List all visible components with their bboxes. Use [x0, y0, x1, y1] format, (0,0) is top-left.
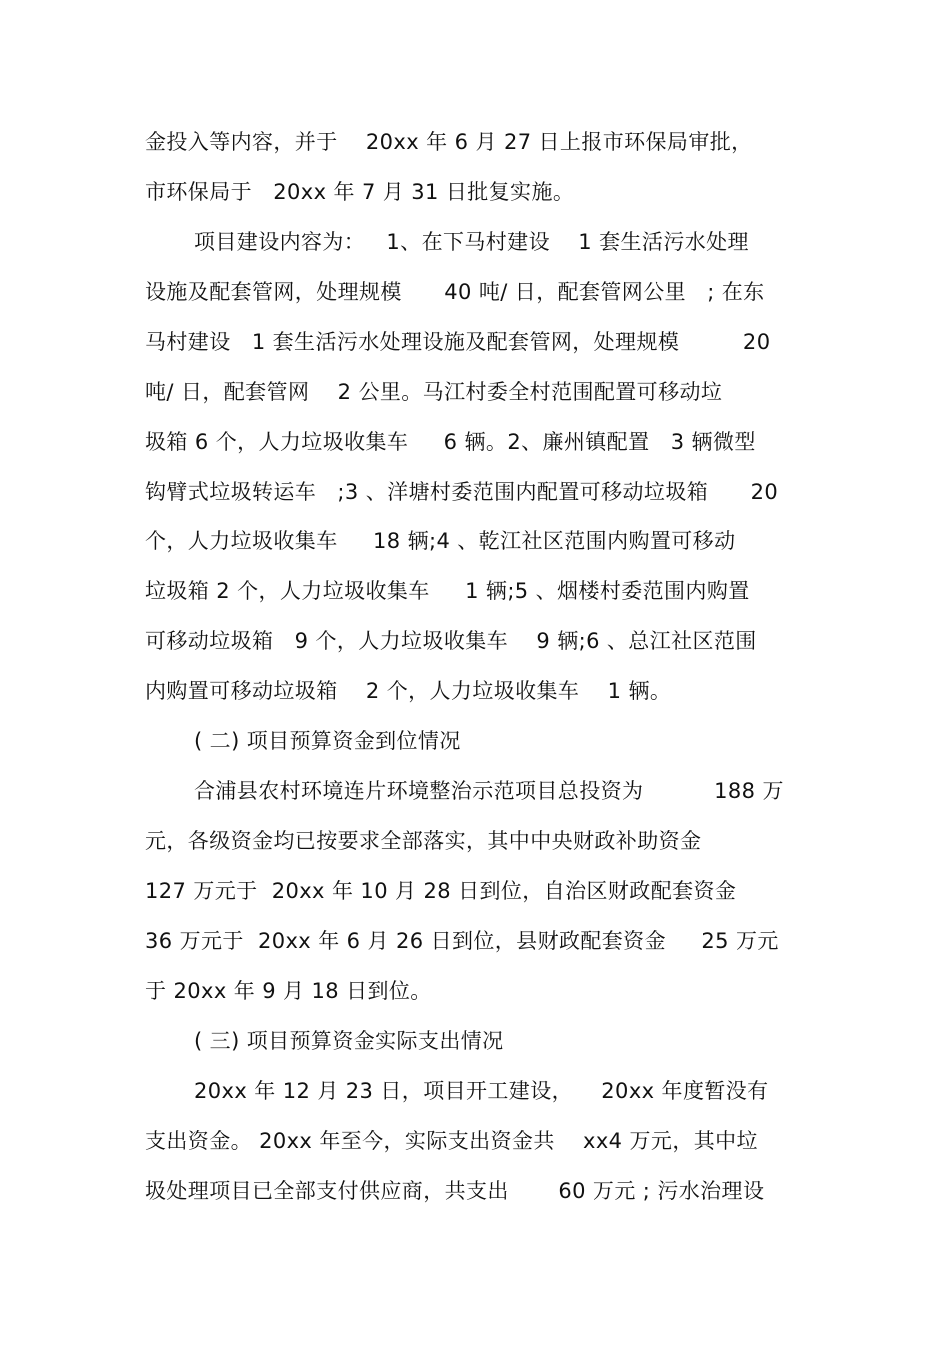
section-heading-2: ( 二) 项目预算资金到位情况 [194, 729, 461, 753]
section-heading-3: ( 三) 项目预算资金实际支出情况 [194, 1029, 504, 1053]
text-line-15: 元，各级资金均已按要求全部落实，其中中央财政补助资金 [145, 829, 702, 853]
text-line-14: 合浦县农村环境连片环境整治示范项目总投资为 188 万 [194, 779, 784, 803]
text-line-21: 支出资金。 20xx 年至今，实际支出资金共 xx4 万元，其中垃 [145, 1129, 758, 1153]
text-line-7: 圾箱 6 个，人力垃圾收集车 6 辆。2、廉州镇配置 3 辆微型 [145, 430, 756, 454]
text-line-16: 127 万元于 20xx 年 10 月 28 日到位，自治区财政配套资金 [145, 879, 737, 903]
text-line-3: 项目建设内容为： 1、在下马村建设 1 套生活污水处理 [194, 230, 749, 254]
text-line-9: 个，人力垃圾收集车 18 辆;4 、乾江社区范围内购置可移动 [145, 529, 736, 553]
text-line-8: 钩臂式垃圾转运车 ;3 、洋塘村委范围内配置可移动垃圾箱 20 [145, 480, 779, 504]
text-line-11: 可移动垃圾箱 9 个，人力垃圾收集车 9 辆;6 、总江社区范围 [145, 629, 757, 653]
text-line-17: 36 万元于 20xx 年 6 月 26 日到位，县财政配套资金 25 万元 [145, 929, 779, 953]
text-line-12: 内购置可移动垃圾箱 2 个，人力垃圾收集车 1 辆。 [145, 679, 672, 703]
text-line-1: 金投入等内容，并于 20xx 年 6 月 27 日上报市环保局审批， [145, 130, 753, 154]
text-line-6: 吨/ 日，配套管网 2 公里。马江村委全村范围配置可移动垃 [145, 380, 723, 404]
text-line-2: 市环保局于 20xx 年 7 月 31 日批复实施。 [145, 180, 575, 204]
text-line-18: 于 20xx 年 9 月 18 日到位。 [145, 979, 432, 1003]
text-line-22: 圾处理项目已全部支付供应商，共支出 60 万元 ; 污水治理设 [145, 1179, 765, 1203]
text-line-4: 设施及配套管网，处理规模 40 吨/ 日，配套管网公里 ; 在东 [145, 280, 765, 304]
text-line-5: 马村建设 1 套生活污水处理设施及配套管网，处理规模 20 [145, 330, 771, 354]
text-line-20: 20xx 年 12 月 23 日，项目开工建设， 20xx 年度暂没有 [194, 1079, 769, 1103]
text-line-10: 垃圾箱 2 个，人力垃圾收集车 1 辆;5 、烟楼村委范围内购置 [145, 579, 750, 603]
